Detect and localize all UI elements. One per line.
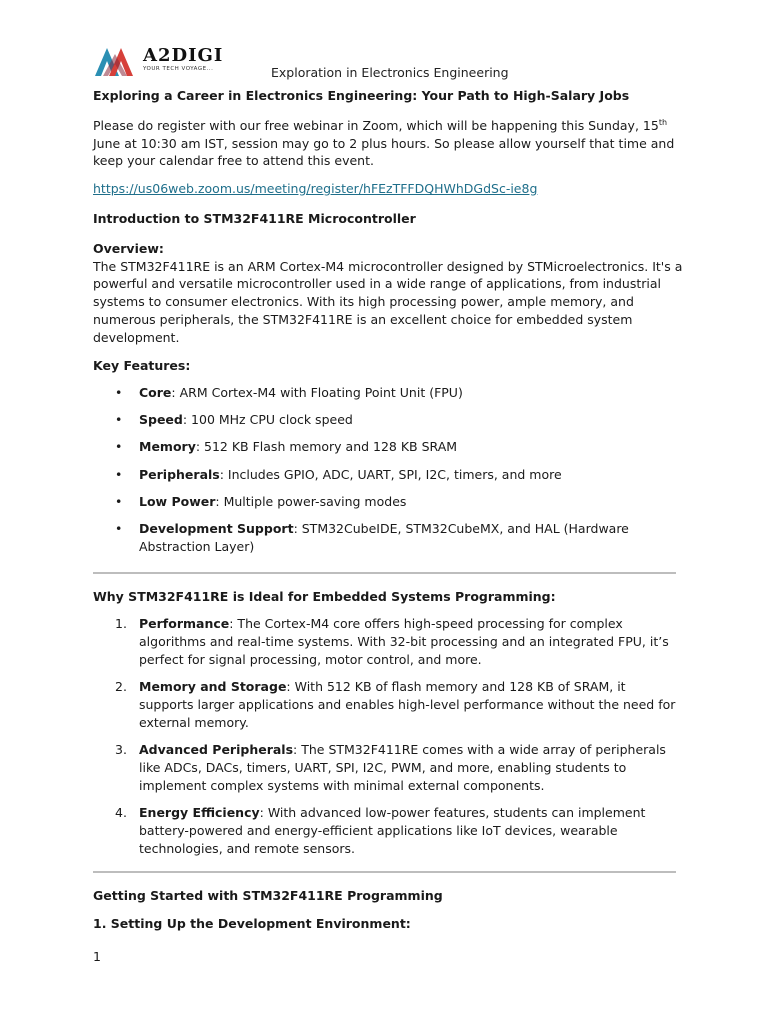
logo-tagline: YOUR TECH VOYAGE... <box>143 66 214 72</box>
feature-item <box>93 520 683 556</box>
horizontal-divider <box>93 572 676 574</box>
section-title-getting-started: Getting Started with STM32F411RE Programming <box>93 888 443 904</box>
bullet-icon: • <box>115 494 123 510</box>
feature-description: : 100 MHz CPU clock speed <box>182 412 353 428</box>
item-number: 1. <box>115 616 127 632</box>
section-title-why: Why STM32F411RE is Ideal for Embedded Systems Programming: <box>93 588 556 604</box>
logo-name: A2DIGI <box>143 45 224 66</box>
why-item <box>93 615 683 668</box>
webinar-invitation: Please do register with our free webinar in Zoom, which will be happening this Sunday, 15th June at 10:30 am IST, session may go to 2 plus hours. So please allow yourself that time and keep your calendar free to attend this event. <box>93 117 675 169</box>
overview-paragraph: The STM32F411RE is an ARM Cortex-M4 microcontroller designed by STMicroelectronics. It's a powerful and versatile microcontroller used in a wide range of applications, from industrial systems to consumer electronics. With its high processing power, ample memory, and numerous peripherals, the STM32F411RE is an excellent choice for embedded system development. <box>93 258 683 345</box>
zoom-registration-link[interactable]: https://us06web.zoom.us/meeting/register/hFEzTFFDQHWhDGdSc-ie8g <box>93 181 538 197</box>
feature-item <box>93 493 683 511</box>
feature-item <box>93 411 683 429</box>
key-features-label: Key Features: <box>93 357 191 373</box>
why-description: : The Cortex-M4 core offers high-speed processing for complex algorithms and real-time systems. With 32-bit processing and an integrated FPU, it’s perfect for signal processing, motor control, and more. <box>139 616 669 667</box>
why-description: : With 512 KB of flash memory and 128 KB of SRAM, it supports larger applications and enables high-level performance without the need for external memory. <box>139 679 676 730</box>
why-item <box>93 678 683 731</box>
feature-term: Speed <box>139 412 183 428</box>
headline: Exploring a Career in Electronics Engineering: Your Path to High-Salary Jobs <box>93 88 630 103</box>
why-term: Energy Efficiency <box>139 804 260 820</box>
bullet-icon: • <box>115 466 123 482</box>
logo-mark-icon <box>93 44 139 78</box>
page-number: 1 <box>93 949 101 964</box>
feature-description: : Multiple power-saving modes <box>215 494 407 510</box>
item-number: 4. <box>115 804 127 820</box>
why-description: : With advanced low-power features, students can implement battery-powered and energy-efficient applications like IoT devices, wearable technologies, and remote sensors. <box>139 804 646 856</box>
feature-description: : 512 KB Flash memory and 128 KB SRAM <box>195 439 458 455</box>
why-item <box>93 804 683 857</box>
overview-label: Overview: <box>93 240 164 256</box>
document-body <box>93 84 683 933</box>
feature-term: Low Power <box>139 494 216 510</box>
feature-item <box>93 384 683 402</box>
item-number: 2. <box>115 679 127 695</box>
feature-term: Core <box>139 384 172 400</box>
why-term: Advanced Peripherals <box>139 742 294 758</box>
why-term: Memory and Storage <box>139 679 287 695</box>
feature-item <box>93 438 683 456</box>
feature-description: : STM32CubeIDE, STM32CubeMX, and HAL (Hardware Abstraction Layer) <box>139 521 629 555</box>
bullet-icon: • <box>115 384 123 400</box>
horizontal-divider <box>93 871 676 873</box>
why-description: : The STM32F411RE comes with a wide array of peripherals like ADCs, DACs, timers, UART, SPI, I2C, PWM, and more, enabling students to implement complex systems with minimal external components. <box>139 742 666 793</box>
feature-term: Peripherals <box>139 466 220 482</box>
feature-term: Development Support <box>139 521 294 537</box>
document-header-title: Exploration in Electronics Engineering <box>271 65 509 80</box>
feature-item <box>93 466 683 484</box>
feature-description: : ARM Cortex-M4 with Floating Point Unit (FPU) <box>171 384 463 400</box>
why-item <box>93 741 683 794</box>
subsection-setup-environment: 1. Setting Up the Development Environment: <box>93 916 411 932</box>
feature-term: Memory <box>139 439 196 455</box>
item-number: 3. <box>115 742 127 758</box>
bullet-icon: • <box>115 439 123 455</box>
section-title-introduction: Introduction to STM32F411RE Microcontroller <box>93 210 416 226</box>
key-features-list <box>93 384 683 556</box>
why-term: Performance <box>139 616 230 632</box>
why-numbered-list <box>93 615 683 857</box>
company-logo <box>93 44 243 78</box>
bullet-icon: • <box>115 521 123 537</box>
bullet-icon: • <box>115 412 123 428</box>
feature-description: : Includes GPIO, ADC, UART, SPI, I2C, timers, and more <box>219 466 562 482</box>
